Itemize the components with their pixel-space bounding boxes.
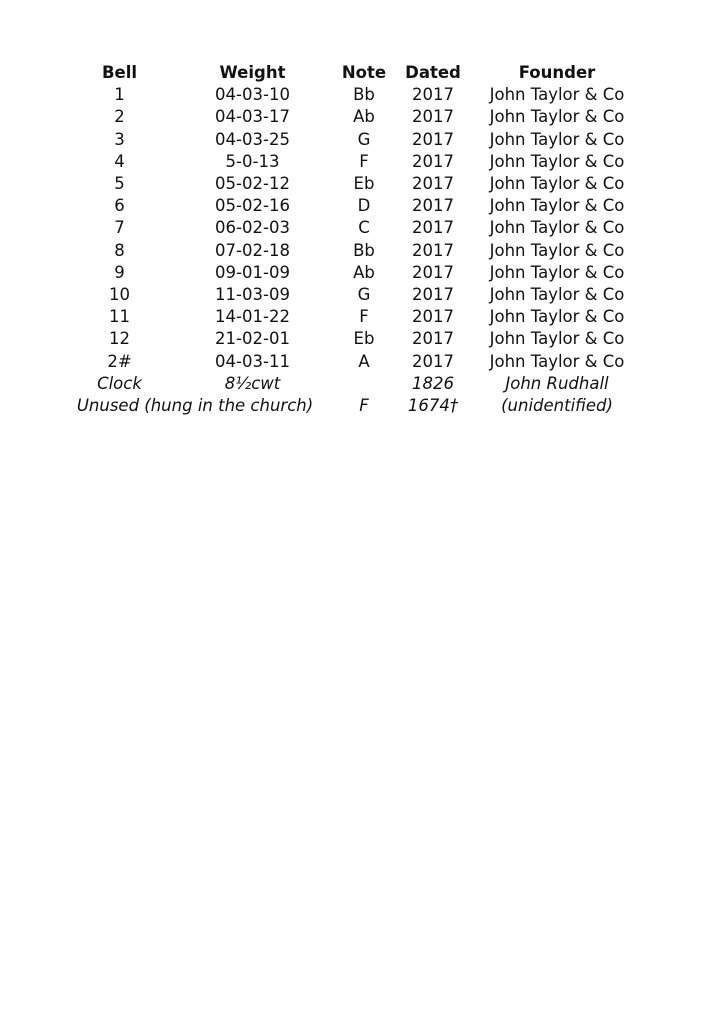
table-row: [60, 217, 650, 239]
cell-weight: 14-01-22: [215, 307, 290, 327]
cell-note: G: [357, 129, 371, 149]
table-row: [60, 284, 650, 306]
cell-dated: 2017: [412, 129, 454, 149]
cell-bell: 9: [114, 262, 125, 282]
cell-dated: 2017: [412, 285, 454, 305]
cell-founder: John Taylor & Co: [489, 307, 625, 327]
cell-weight: 05-02-12: [215, 174, 290, 194]
cell-dated: 2017: [412, 151, 454, 171]
cell-note: G: [357, 285, 371, 305]
cell-founder: John Taylor & Co: [489, 218, 625, 238]
cell-note: [326, 373, 402, 395]
cell-weight: 07-02-18: [215, 240, 290, 260]
cell-bell: 5: [114, 174, 125, 194]
cell-bell: 11: [109, 307, 130, 327]
table-header-row: [60, 62, 650, 84]
cell-dated: 2017: [412, 351, 454, 371]
cell-founder: (unidentified): [501, 396, 613, 416]
cell-note: D: [357, 196, 371, 216]
table-row: [60, 129, 650, 151]
cell-bell: 7: [114, 218, 125, 238]
cell-founder: John Taylor & Co: [489, 196, 625, 216]
cell-dated: 2017: [412, 85, 454, 105]
cell-dated: 2017: [412, 307, 454, 327]
cell-dated: 2017: [412, 262, 454, 282]
cell-weight: 05-02-16: [215, 196, 290, 216]
header-note: Note: [341, 63, 387, 82]
cell-dated: 2017: [412, 107, 454, 127]
cell-dated: 2017: [412, 329, 454, 349]
table-row: [60, 106, 650, 128]
cell-weight: 8½cwt: [224, 373, 281, 393]
cell-bell: 12: [109, 329, 130, 349]
cell-founder: John Taylor & Co: [489, 85, 625, 105]
cell-dated: 1826: [412, 373, 454, 393]
cell-bell: Clock: [97, 373, 142, 393]
cell-bell: 1: [114, 85, 125, 105]
cell-founder: John Taylor & Co: [489, 285, 625, 305]
cell-founder: John Taylor & Co: [489, 174, 625, 194]
cell-note: A: [358, 351, 370, 371]
cell-weight: 5-0-13: [225, 151, 280, 171]
cell-note: Eb: [353, 174, 375, 194]
cell-weight: 11-03-09: [215, 285, 290, 305]
cell-bell: 4: [114, 151, 125, 171]
cell-note: Eb: [353, 329, 375, 349]
table-row: [60, 151, 650, 173]
cell-note: Bb: [353, 85, 375, 105]
table-row: [60, 351, 650, 373]
cell-note: Bb: [353, 240, 375, 260]
cell-note: C: [358, 218, 370, 238]
cell-bell: 2#: [107, 351, 132, 371]
cell-founder: John Rudhall: [505, 373, 609, 393]
table-row: [60, 84, 650, 106]
cell-founder: John Taylor & Co: [489, 351, 625, 371]
bells-table: [60, 62, 650, 417]
cell-weight: 04-03-17: [215, 107, 290, 127]
table-row: [60, 195, 650, 217]
cell-note: F: [359, 396, 369, 416]
header-founder: Founder: [518, 63, 596, 82]
cell-bell: 3: [114, 129, 125, 149]
cell-founder: John Taylor & Co: [489, 329, 625, 349]
cell-note: F: [359, 151, 369, 171]
cell-dated: 1674†: [407, 396, 459, 416]
table-row: [60, 173, 650, 195]
table-row: [60, 306, 650, 328]
cell-dated: 2017: [412, 240, 454, 260]
cell-bell: 2: [114, 107, 125, 127]
cell-weight: 04-03-10: [215, 85, 290, 105]
header-weight: Weight: [219, 63, 286, 82]
cell-weight: 04-03-11: [215, 351, 290, 371]
table-row: [60, 262, 650, 284]
cell-weight: 21-02-01: [215, 329, 290, 349]
cell-note: F: [359, 307, 369, 327]
cell-bell: 10: [109, 285, 130, 305]
table-row: [60, 240, 650, 262]
clock-row: [60, 373, 650, 395]
bell-rows: [60, 84, 650, 417]
cell-dated: 2017: [412, 174, 454, 194]
cell-weight: 09-01-09: [215, 262, 290, 282]
cell-founder: John Taylor & Co: [489, 151, 625, 171]
cell-founder: John Taylor & Co: [489, 262, 625, 282]
cell-weight: 06-02-03: [215, 218, 290, 238]
cell-dated: 2017: [412, 218, 454, 238]
cell-weight: 04-03-25: [215, 129, 290, 149]
table-row: [60, 328, 650, 350]
cell-founder: John Taylor & Co: [489, 240, 625, 260]
header-bell: Bell: [101, 63, 138, 82]
cell-bell: 8: [114, 240, 125, 260]
cell-founder: John Taylor & Co: [489, 129, 625, 149]
cell-dated: 2017: [412, 196, 454, 216]
header-dated: Dated: [405, 63, 461, 82]
cell-founder: John Taylor & Co: [489, 107, 625, 127]
cell-note: Ab: [353, 107, 375, 127]
unused-row: [60, 395, 650, 417]
cell-bell: 6: [114, 196, 125, 216]
cell-unused-label: Unused (hung in the church): [76, 396, 314, 416]
cell-note: Ab: [353, 262, 375, 282]
